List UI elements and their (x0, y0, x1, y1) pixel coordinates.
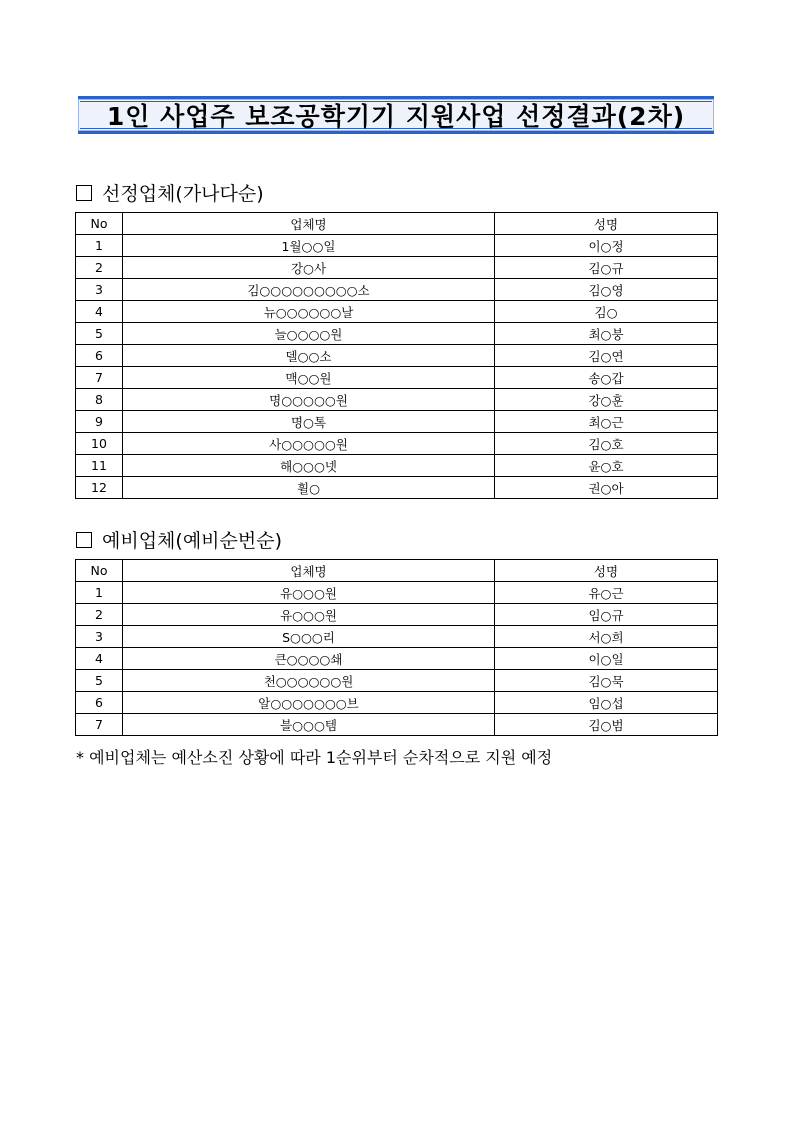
reserve-section-heading (76, 526, 282, 553)
cell-name: 권○아 (495, 477, 718, 499)
table-row (76, 433, 718, 455)
cell-name: 유○근 (495, 582, 718, 604)
column-header-no: No (76, 560, 123, 582)
cell-company: 델○○소 (123, 345, 495, 367)
cell-name: 김○호 (495, 433, 718, 455)
column-header-company: 업체명 (123, 560, 495, 582)
table-header-row (76, 213, 718, 235)
cell-no: 10 (76, 433, 123, 455)
cell-no: 8 (76, 389, 123, 411)
cell-company: 늘○○○○원 (123, 323, 495, 345)
cell-company: 강○사 (123, 257, 495, 279)
table-row (76, 604, 718, 626)
table-row (76, 477, 718, 499)
cell-name: 김○범 (495, 714, 718, 736)
cell-no: 11 (76, 455, 123, 477)
checkbox-square-icon (76, 185, 92, 201)
cell-company: 유○○○원 (123, 604, 495, 626)
table-row (76, 301, 718, 323)
cell-company: 블○○○템 (123, 714, 495, 736)
cell-company: 알○○○○○○○브 (123, 692, 495, 714)
column-header-no: No (76, 213, 123, 235)
cell-no: 3 (76, 626, 123, 648)
table-row (76, 670, 718, 692)
cell-no: 6 (76, 692, 123, 714)
column-header-company: 업체명 (123, 213, 495, 235)
cell-company: 뉴○○○○○○날 (123, 301, 495, 323)
cell-no: 3 (76, 279, 123, 301)
cell-company: 사○○○○○원 (123, 433, 495, 455)
table-row (76, 389, 718, 411)
cell-no: 4 (76, 301, 123, 323)
table-row (76, 582, 718, 604)
column-header-name: 성명 (495, 560, 718, 582)
cell-company: S○○○리 (123, 626, 495, 648)
cell-company: 맥○○원 (123, 367, 495, 389)
cell-name: 윤○호 (495, 455, 718, 477)
cell-no: 1 (76, 582, 123, 604)
selected-table-body (76, 235, 718, 499)
table-row (76, 455, 718, 477)
cell-no: 1 (76, 235, 123, 257)
cell-name: 최○근 (495, 411, 718, 433)
reserve-heading-text: 예비업체(예비순번순) (102, 530, 283, 552)
table-row (76, 345, 718, 367)
footnote: * 예비업체는 예산소진 상황에 따라 1순위부터 순차적으로 지원 예정 (76, 748, 553, 767)
cell-company: 큰○○○○쇄 (123, 648, 495, 670)
cell-no: 4 (76, 648, 123, 670)
table-row (76, 714, 718, 736)
cell-name: 최○붕 (495, 323, 718, 345)
cell-name: 김○규 (495, 257, 718, 279)
cell-name: 송○갑 (495, 367, 718, 389)
selected-section-heading (76, 179, 264, 206)
table-row (76, 411, 718, 433)
cell-company: 1월○○일 (123, 235, 495, 257)
cell-no: 2 (76, 604, 123, 626)
cell-company: 휠○ (123, 477, 495, 499)
cell-name: 임○규 (495, 604, 718, 626)
cell-company: 김○○○○○○○○○소 (123, 279, 495, 301)
reserve-table-body (76, 582, 718, 736)
cell-name: 김○ (495, 301, 718, 323)
column-header-name: 성명 (495, 213, 718, 235)
cell-name: 김○묵 (495, 670, 718, 692)
table-row (76, 626, 718, 648)
cell-name: 임○섭 (495, 692, 718, 714)
table-row (76, 692, 718, 714)
cell-name: 김○연 (495, 345, 718, 367)
cell-no: 6 (76, 345, 123, 367)
cell-name: 김○영 (495, 279, 718, 301)
checkbox-square-icon (76, 532, 92, 548)
cell-company: 천○○○○○○원 (123, 670, 495, 692)
table-row (76, 323, 718, 345)
reserve-table (75, 559, 718, 736)
table-row (76, 367, 718, 389)
cell-company: 유○○○원 (123, 582, 495, 604)
table-row (76, 279, 718, 301)
cell-no: 5 (76, 323, 123, 345)
table-row (76, 235, 718, 257)
cell-no: 2 (76, 257, 123, 279)
cell-name: 강○훈 (495, 389, 718, 411)
selected-table (75, 212, 718, 499)
document-title-box (78, 96, 714, 134)
cell-name: 이○일 (495, 648, 718, 670)
cell-name: 이○정 (495, 235, 718, 257)
cell-no: 5 (76, 670, 123, 692)
table-row (76, 648, 718, 670)
selected-heading-text: 선정업체(가나다순) (102, 183, 264, 205)
cell-no: 7 (76, 367, 123, 389)
table-header-row (76, 560, 718, 582)
cell-no: 9 (76, 411, 123, 433)
cell-company: 명○○○○○원 (123, 389, 495, 411)
cell-company: 명○톡 (123, 411, 495, 433)
cell-name: 서○희 (495, 626, 718, 648)
table-row (76, 257, 718, 279)
cell-company: 해○○○넷 (123, 455, 495, 477)
cell-no: 12 (76, 477, 123, 499)
cell-no: 7 (76, 714, 123, 736)
document-title: 1인 사업주 보조공학기기 지원사업 선정결과(2차) (106, 102, 686, 131)
